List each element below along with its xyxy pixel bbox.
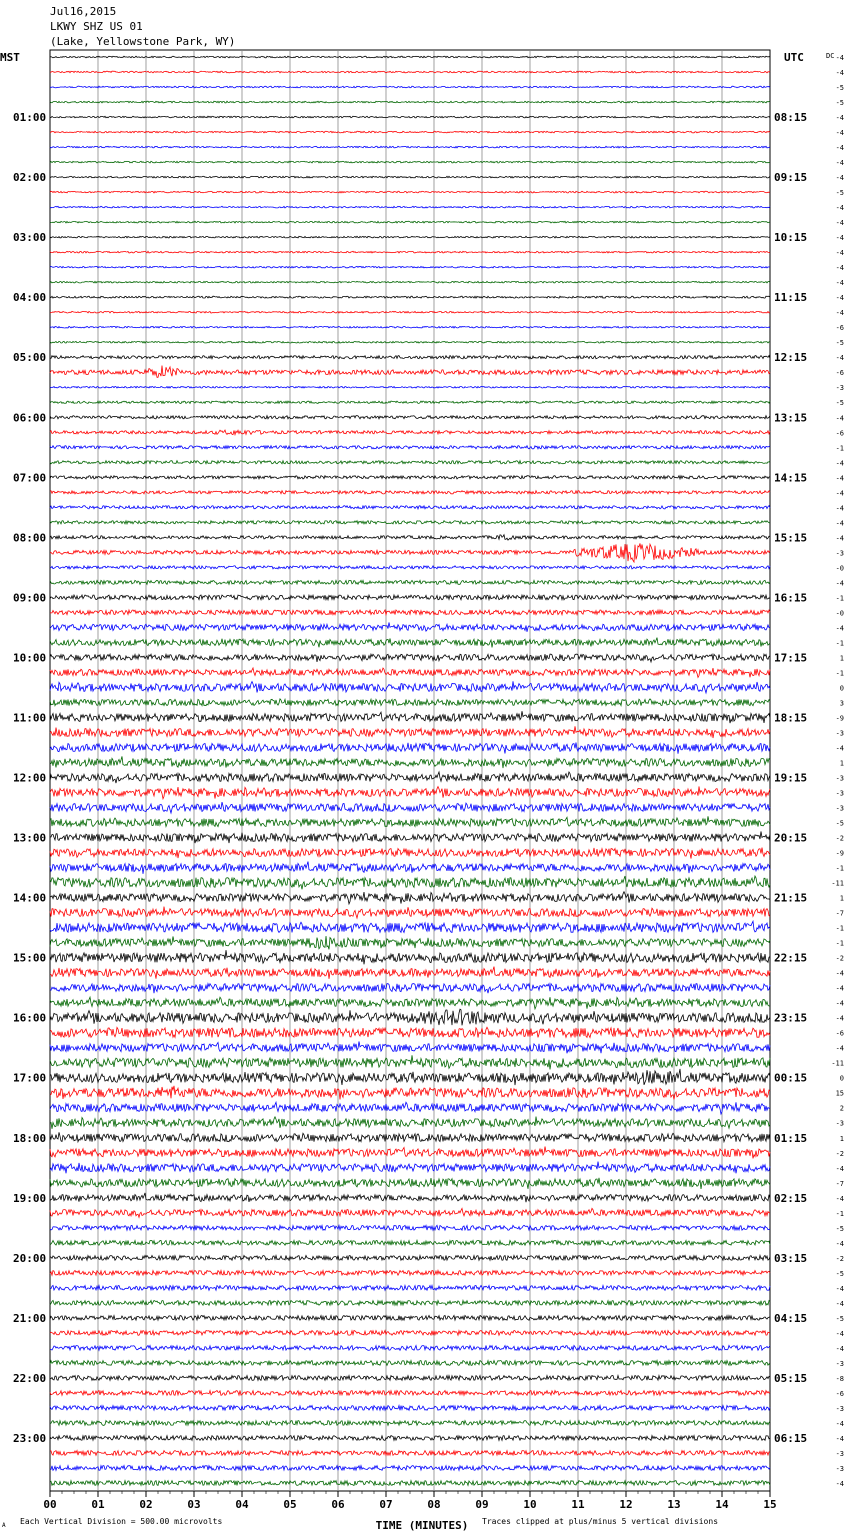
x-tick-label: 10: [523, 1498, 537, 1511]
trace-row: [50, 921, 770, 932]
dc-offset-label: -1: [835, 864, 844, 873]
dc-offset-label: -2: [835, 834, 844, 843]
trace-row: [50, 1162, 770, 1174]
trace-row: [50, 1271, 770, 1276]
trace-row: [50, 907, 770, 919]
right-hour-label: 21:15: [774, 891, 808, 905]
x-tick-label: 11: [571, 1498, 585, 1511]
left-hour-label: 01:00: [13, 111, 47, 125]
trace-row: [50, 146, 770, 148]
trace-row: [50, 535, 770, 540]
trace-row: [50, 366, 770, 378]
dc-offset-label: 2: [839, 1104, 844, 1113]
dc-offset-label: 1: [839, 759, 844, 768]
left-hour-label: 12:00: [13, 771, 47, 785]
dc-offset-label: -4: [835, 204, 844, 213]
left-hour-label: 09:00: [13, 591, 47, 605]
trace-row: [50, 950, 770, 964]
right-hour-label: 00:15: [774, 1071, 808, 1085]
trace-row: [50, 491, 770, 494]
dc-offset-label: -2: [835, 954, 844, 963]
right-hour-label: 16:15: [774, 591, 808, 605]
dc-offset-label: -0: [835, 564, 844, 573]
x-tick-label: 15: [763, 1498, 777, 1511]
trace-row: [50, 1147, 770, 1159]
right-hour-label: 03:15: [774, 1251, 808, 1265]
dc-offset-label: -4: [835, 159, 844, 168]
dc-offset-label: -5: [835, 399, 844, 408]
x-tick-label: 04: [235, 1498, 249, 1511]
trace-row: [50, 997, 770, 1009]
trace-row: [50, 430, 770, 435]
dc-offset-label: -4: [835, 69, 844, 78]
trace-row: [50, 476, 770, 479]
trace-row: [50, 1240, 770, 1245]
dc-offset-label: -4: [835, 1014, 844, 1023]
trace-row: [50, 743, 770, 754]
trace-row: [50, 101, 770, 103]
dc-offset-label: -5: [835, 819, 844, 828]
left-hour-label: 13:00: [13, 831, 47, 845]
trace-row: [50, 580, 770, 584]
trace-row: [50, 521, 770, 524]
dc-offset-label: -8: [835, 1374, 844, 1383]
dc-offset-label: -4: [835, 219, 844, 228]
x-tick-label: 14: [715, 1498, 729, 1511]
x-tick-label: 03: [187, 1498, 201, 1511]
trace-row: [50, 416, 770, 419]
dc-label: DC: [826, 52, 835, 60]
left-hour-label: 19:00: [13, 1191, 47, 1205]
trace-row: [50, 1421, 770, 1426]
dc-offset-label: -3: [835, 1404, 844, 1413]
right-hour-label: 06:15: [774, 1431, 808, 1445]
trace-row: [50, 711, 770, 723]
trace-row: [50, 1436, 770, 1441]
dc-offset-label: -4: [835, 144, 844, 153]
left-hour-label: 17:00: [13, 1071, 47, 1085]
right-hour-label: 12:15: [774, 351, 808, 365]
right-hour-label: 19:15: [774, 771, 808, 785]
trace-row: [50, 876, 770, 889]
trace-row: [50, 1391, 770, 1396]
left-hour-label: 15:00: [13, 951, 47, 965]
trace-row: [50, 311, 770, 313]
dc-offset-label: -4: [835, 489, 844, 498]
right-hour-label: 01:15: [774, 1131, 808, 1145]
trace-row: [50, 506, 770, 509]
dc-offset-label: -4: [835, 309, 844, 318]
x-tick-label: 07: [379, 1498, 393, 1511]
right-hour-label: 11:15: [774, 291, 808, 305]
dc-offset-label: -4: [835, 1479, 844, 1488]
dc-offset-label: -1: [835, 669, 844, 678]
trace-row: [50, 221, 770, 223]
dc-offset-label: -4: [835, 264, 844, 273]
trace-row: [50, 131, 770, 133]
dc-offset-label: 1: [839, 1134, 844, 1143]
left-hour-label: 02:00: [13, 171, 47, 185]
dc-offset-label: -4: [835, 624, 844, 633]
header-station: LKWY SHZ US 01: [50, 20, 143, 33]
dc-offset-label: -5: [835, 1269, 844, 1278]
trace-row: [50, 1481, 770, 1486]
right-hour-label: 18:15: [774, 711, 808, 725]
dc-offset-label: -3: [835, 1464, 844, 1473]
footer-clip: Traces clipped at plus/minus 5 vertical divisions: [482, 1517, 719, 1526]
dc-offset-label: -11: [831, 879, 844, 888]
trace-row: [50, 1102, 770, 1114]
dc-offset-label: -7: [835, 909, 844, 918]
trace-row: [50, 967, 770, 979]
x-tick-label: 05: [283, 1498, 297, 1511]
trace-row: [50, 1406, 770, 1411]
dc-offset-label: -4: [835, 459, 844, 468]
dc-offset-label: -3: [835, 1359, 844, 1368]
dc-offset-label: -4: [835, 1284, 844, 1293]
right-hour-label: 02:15: [774, 1191, 808, 1205]
dc-offset-label: -5: [835, 84, 844, 93]
dc-offset-label: -4: [835, 294, 844, 303]
trace-row: [50, 266, 770, 268]
trace-row: [50, 386, 770, 388]
trace-row: [50, 654, 770, 662]
dc-offset-label: -2: [835, 1149, 844, 1158]
dc-offset-label: -4: [835, 354, 844, 363]
trace-row: [50, 681, 770, 693]
trace-row: [50, 446, 770, 449]
dc-offset-label: -1: [835, 1209, 844, 1218]
left-hour-label: 05:00: [13, 351, 47, 365]
dc-offset-label: 0: [839, 1074, 844, 1083]
dc-offset-label: -6: [835, 369, 844, 378]
x-axis-label: TIME (MINUTES): [375, 1519, 469, 1532]
trace-row: [50, 1117, 770, 1129]
trace-row: [50, 1069, 770, 1085]
trace-row: [50, 461, 770, 464]
dc-offset-label: -5: [835, 189, 844, 198]
trace-row: [50, 326, 770, 328]
trace-row: [50, 1225, 770, 1230]
trace-row: [50, 1361, 770, 1366]
header-date: Jul16,2015: [50, 5, 117, 18]
trace-row: [50, 756, 770, 768]
trace-row: [50, 191, 770, 193]
trace-row: [50, 1208, 770, 1217]
x-tick-label: 00: [43, 1498, 57, 1511]
dc-offset-label: -4: [835, 999, 844, 1008]
left-hour-label: 08:00: [13, 531, 47, 545]
dc-offset-label: -4: [835, 234, 844, 243]
dc-offset-label: -4: [835, 1194, 844, 1203]
trace-row: [50, 984, 770, 994]
dc-offset-label: -3: [835, 774, 844, 783]
dc-offset-label: -4: [835, 279, 844, 288]
dc-offset-label: -6: [835, 324, 844, 333]
trace-row: [50, 1027, 770, 1037]
right-hour-label: 04:15: [774, 1311, 808, 1325]
dc-offset-label: -1: [835, 939, 844, 948]
trace-row: [50, 116, 770, 118]
dc-offset-label: -4: [835, 984, 844, 993]
dc-offset-label: -4: [835, 474, 844, 483]
dc-offset-label: -5: [835, 339, 844, 348]
dc-offset-label: -4: [835, 1419, 844, 1428]
trace-row: [50, 936, 770, 949]
dc-offset-label: -1: [835, 444, 844, 453]
dc-offset-label: -6: [835, 429, 844, 438]
right-hour-label: 14:15: [774, 471, 808, 485]
left-hour-label: 21:00: [13, 1311, 47, 1325]
left-hour-label: 16:00: [13, 1011, 47, 1025]
dc-offset-label: -4: [835, 54, 844, 62]
trace-row: [50, 816, 770, 826]
dc-offset-label: -2: [835, 1254, 844, 1263]
dc-offset-label: -9: [835, 849, 844, 858]
trace-row: [50, 86, 770, 88]
right-timezone-label: UTC: [784, 51, 804, 64]
trace-row: [50, 595, 770, 600]
trace-row: [50, 71, 770, 73]
left-hour-label: 07:00: [13, 471, 47, 485]
trace-row: [50, 1041, 770, 1053]
dc-offset-label: -4: [835, 1329, 844, 1338]
x-tick-label: 02: [139, 1498, 153, 1511]
dc-offset-label: -3: [835, 549, 844, 558]
dc-offset-label: 1: [839, 894, 844, 903]
x-tick-label: 12: [619, 1498, 633, 1511]
trace-row: [50, 802, 770, 813]
dc-offset-label: -6: [835, 1029, 844, 1038]
trace-row: [50, 401, 770, 403]
trace-row: [50, 1286, 770, 1291]
right-hour-label: 05:15: [774, 1371, 808, 1385]
trace-row: [50, 786, 770, 798]
dc-offset-label: -4: [835, 969, 844, 978]
left-hour-label: 10:00: [13, 651, 47, 665]
dc-offset-label: -4: [835, 174, 844, 183]
dc-offset-label: -4: [835, 1164, 844, 1173]
left-timezone-label: MST: [0, 51, 20, 64]
dc-offset-label: -4: [835, 414, 844, 423]
left-hour-label: 23:00: [13, 1431, 47, 1445]
trace-row: [50, 1132, 770, 1141]
trace-row: [50, 341, 770, 343]
dc-offset-label: -5: [835, 1314, 844, 1323]
trace-row: [50, 1009, 770, 1025]
header-location: (Lake, Yellowstone Park, WY): [50, 35, 236, 48]
trace-row: [50, 1178, 770, 1189]
trace-row: [50, 566, 770, 569]
dc-offset-label: -3: [835, 789, 844, 798]
trace-row: [50, 1301, 770, 1306]
x-tick-label: 09: [475, 1498, 489, 1511]
trace-row: [50, 56, 770, 58]
left-hour-label: 06:00: [13, 411, 47, 425]
trace-row: [50, 848, 770, 859]
dc-offset-label: -4: [835, 579, 844, 588]
dc-offset-label: -7: [835, 1179, 844, 1188]
trace-row: [50, 772, 770, 783]
trace-row: [50, 543, 770, 562]
dc-offset-label: -3: [835, 1119, 844, 1128]
x-tick-label: 08: [427, 1498, 441, 1511]
trace-row: [50, 610, 770, 615]
dc-offset-label: -4: [835, 1344, 844, 1353]
dc-offset-label: -4: [835, 1299, 844, 1308]
right-hour-label: 10:15: [774, 231, 808, 245]
trace-row: [50, 1055, 770, 1069]
dc-offset-label: -4: [835, 534, 844, 543]
left-hour-label: 03:00: [13, 231, 47, 245]
trace-row: [50, 1466, 770, 1471]
trace-row: [50, 862, 770, 874]
right-hour-label: 08:15: [774, 111, 808, 125]
dc-offset-label: -4: [835, 1239, 844, 1248]
right-hour-label: 13:15: [774, 411, 808, 425]
trace-row: [50, 1255, 770, 1260]
dc-offset-label: -0: [835, 609, 844, 618]
dc-offset-label: -4: [835, 744, 844, 753]
dc-offset-label: 0: [839, 684, 844, 693]
dc-offset-label: -1: [835, 594, 844, 603]
trace-row: [50, 206, 770, 208]
dc-offset-label: -3: [835, 729, 844, 738]
right-hour-label: 15:15: [774, 531, 808, 545]
trace-row: [50, 161, 770, 163]
trace-row: [50, 1451, 770, 1456]
dc-offset-label: -4: [835, 1434, 844, 1443]
footer-scale: Each Vertical Division = 500.00 microvolts: [20, 1517, 223, 1526]
dc-offset-label: -5: [835, 99, 844, 108]
dc-offset-label: -1: [835, 924, 844, 933]
dc-offset-label: -3: [835, 384, 844, 393]
dc-offset-label: -4: [835, 114, 844, 123]
trace-row: [50, 1086, 770, 1100]
trace-row: [50, 1193, 770, 1202]
dc-offset-label: -4: [835, 249, 844, 258]
dc-offset-label: -4: [835, 129, 844, 138]
right-hour-label: 23:15: [774, 1011, 808, 1025]
dc-offset-label: -1: [835, 639, 844, 648]
x-tick-label: 01: [91, 1498, 105, 1511]
trace-row: [50, 831, 770, 843]
trace-row: [50, 356, 770, 359]
dc-offset-label: 1: [839, 654, 844, 663]
trace-row: [50, 668, 770, 677]
trace-row: [50, 638, 770, 648]
trace-row: [50, 236, 770, 238]
dc-offset-label: -5: [835, 1224, 844, 1233]
dc-offset-label: -4: [835, 519, 844, 528]
right-hour-label: 20:15: [774, 831, 808, 845]
right-hour-label: 09:15: [774, 171, 808, 185]
trace-row: [50, 1316, 770, 1321]
dc-offset-label: 3: [839, 699, 844, 708]
dc-offset-label: -4: [835, 1044, 844, 1053]
dc-offset-label: -11: [831, 1059, 844, 1068]
dc-offset-label: -4: [835, 504, 844, 513]
trace-row: [50, 1331, 770, 1336]
trace-row: [50, 726, 770, 738]
trace-row: [50, 176, 770, 178]
right-hour-label: 22:15: [774, 951, 808, 965]
trace-row: [50, 699, 770, 706]
left-hour-label: 14:00: [13, 891, 47, 905]
dc-offset-label: -6: [835, 1389, 844, 1398]
trace-row: [50, 296, 770, 298]
footer-mark: A: [2, 1522, 6, 1529]
left-hour-label: 18:00: [13, 1131, 47, 1145]
dc-offset-label: -3: [835, 1449, 844, 1458]
left-hour-label: 04:00: [13, 291, 47, 305]
left-hour-label: 22:00: [13, 1371, 47, 1385]
dc-offset-label: -9: [835, 714, 844, 723]
trace-row: [50, 1346, 770, 1351]
trace-row: [50, 251, 770, 253]
trace-row: [50, 281, 770, 283]
dc-offset-label: 15: [835, 1089, 844, 1098]
trace-row: [50, 1376, 770, 1381]
right-hour-label: 17:15: [774, 651, 808, 665]
x-tick-label: 06: [331, 1498, 345, 1511]
x-tick-label: 13: [667, 1498, 681, 1511]
left-hour-label: 11:00: [13, 711, 47, 725]
dc-offset-label: -3: [835, 804, 844, 813]
left-hour-label: 20:00: [13, 1251, 47, 1265]
trace-row: [50, 623, 770, 632]
trace-row: [50, 892, 770, 904]
